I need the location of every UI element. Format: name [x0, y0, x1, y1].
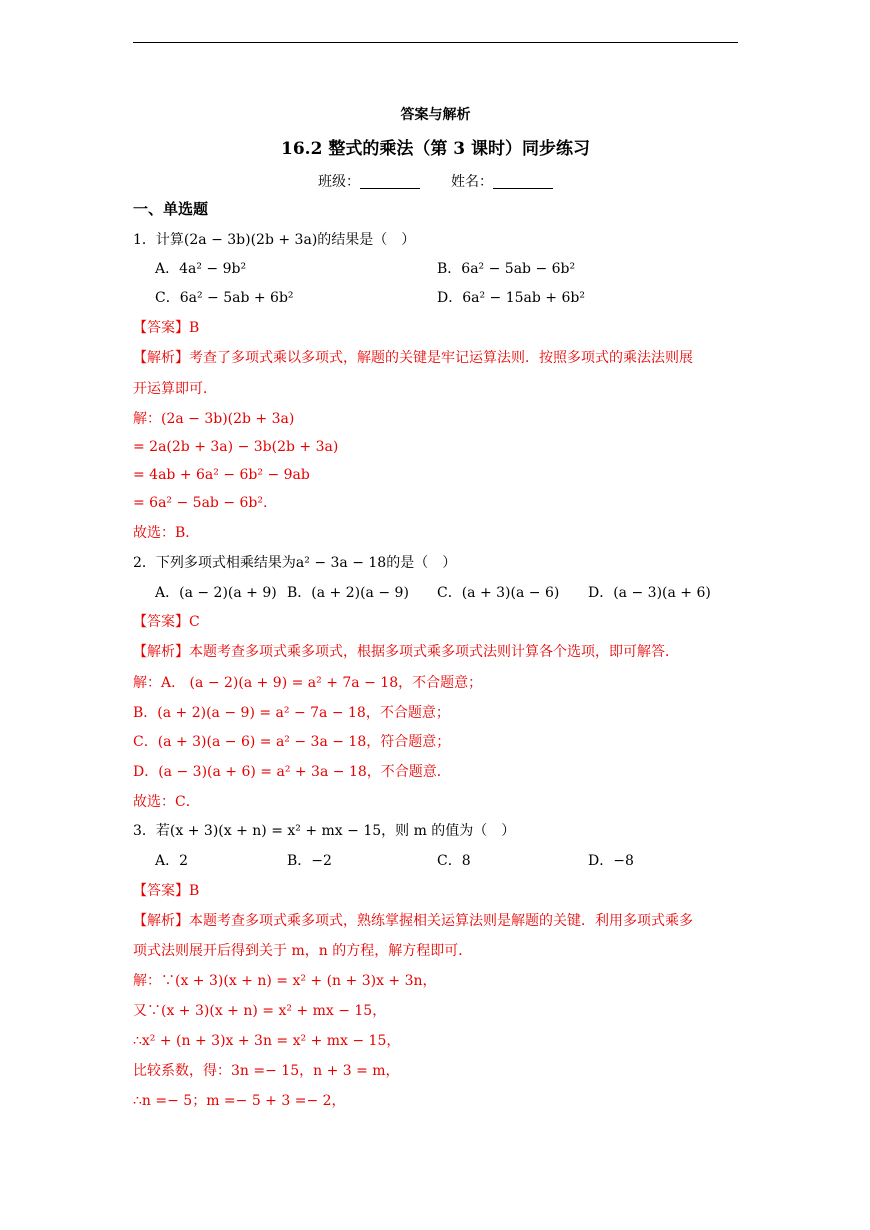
q1-stem: [133, 230, 415, 250]
q3-analysis-line2: 项式法则展开后得到关于 m，n 的方程，解方程即可．: [133, 943, 473, 959]
class-label: 班级：: [318, 174, 361, 190]
q3-step-1: 解：∵(x + 3)(x + n) = x² + (n + 3)x + 3n，: [133, 973, 437, 989]
q1-option-a: A．4a² − 9b²: [155, 261, 247, 277]
q1-option-d: D．6a² − 15ab + 6b²: [437, 290, 585, 306]
name-blank: [493, 174, 553, 189]
q1-text: 计算(2a − 3b)(2b + 3a)的结果是（ ）: [155, 232, 416, 248]
q1-analysis-line1: 【解析】考查了多项式乘以多项式，解题的关键是牢记运算法则．按照多项式的乘法法则展: [133, 350, 693, 366]
q2-step-4: D．(a − 3)(a + 6) = a² + 3a − 18，不合题意．: [133, 764, 451, 780]
q1-analysis-line2: 开运算即可．: [133, 381, 217, 397]
q3-step-5: ∴n =− 5；m =− 5 + 3 =− 2，: [133, 1093, 346, 1109]
q2-step-1: 解：A． (a − 2)(a + 9) = a² + 7a − 18，不合题意；: [133, 675, 483, 691]
q1-step-3: = 4ab + 6a² − 6b² − 9ab: [133, 467, 310, 483]
q1-answer: 【答案】B: [133, 320, 200, 336]
q3-stem: [133, 821, 515, 841]
q2-answer: 【答案】C: [133, 614, 200, 630]
q3-number: 3．: [133, 823, 156, 839]
class-blank: [360, 174, 420, 189]
name-label: 姓名：: [450, 174, 493, 190]
q3-option-d: D．−8: [588, 853, 634, 869]
q1-step-4: = 6a² − 5ab − 6b².: [133, 495, 268, 511]
q3-step-2: 又∵(x + 3)(x + n) = x² + mx − 15，: [133, 1003, 387, 1019]
q2-text: 下列多项式相乘结果为a² − 3a − 18的是（ ）: [155, 555, 457, 571]
doc-title: 16.2 整式的乘法（第 3 课时）同步练习: [281, 139, 590, 159]
section-title: 一、单选题: [133, 200, 209, 218]
q1-option-c: C．6a² − 5ab + 6b²: [155, 290, 294, 306]
q2-step-3: C．(a + 3)(a − 6) = a² − 3a − 18，符合题意；: [133, 734, 451, 750]
q2-step-2: B．(a + 2)(a − 9) = a² − 7a − 18，不合题意；: [133, 705, 450, 721]
q1-step-2: = 2a(2b + 3a) − 3b(2b + 3a): [133, 439, 339, 455]
q2-option-a: A．(a − 2)(a + 9): [155, 585, 277, 601]
q2-option-d: D．(a − 3)(a + 6): [588, 585, 711, 601]
q3-answer: 【答案】B: [133, 883, 200, 899]
q1-conclusion: 故选：B．: [133, 525, 200, 541]
q3-step-3: ∴x² + (n + 3)x + 3n = x² + mx − 15，: [133, 1033, 401, 1049]
q3-option-c: C．8: [437, 853, 471, 869]
q1-step-1: 解：(2a − 3b)(2b + 3a): [133, 411, 295, 427]
q1-number: 1．: [133, 232, 156, 248]
q1-option-b: B．6a² − 5ab − 6b²: [437, 261, 576, 277]
q2-number: 2．: [133, 555, 156, 571]
q2-conclusion: 故选：C．: [133, 794, 200, 810]
header-rule: [133, 42, 738, 43]
q2-analysis: 【解析】本题考查多项式乘多项式，根据多项式乘多项式法则计算各个选项，即可解答．: [133, 644, 679, 660]
q3-step-4: 比较系数，得：3n =− 15，n + 3 = m，: [133, 1063, 400, 1079]
q3-option-b: B．−2: [287, 853, 332, 869]
q3-option-a: A．2: [155, 853, 189, 869]
doc-subtitle: 答案与解析: [400, 107, 471, 123]
q2-option-b: B．(a + 2)(a − 9): [287, 585, 409, 601]
q3-analysis-line1: 【解析】本题考查多项式乘多项式，熟练掌握相关运算法则是解题的关键．利用多项式乘多: [133, 913, 693, 929]
q2-option-c: C．(a + 3)(a − 6): [437, 585, 560, 601]
student-info: [133, 171, 738, 191]
q3-text: 若(x + 3)(x + n) = x² + mx − 15，则 m 的值为（ ）: [155, 823, 516, 839]
q2-stem: [133, 553, 456, 573]
